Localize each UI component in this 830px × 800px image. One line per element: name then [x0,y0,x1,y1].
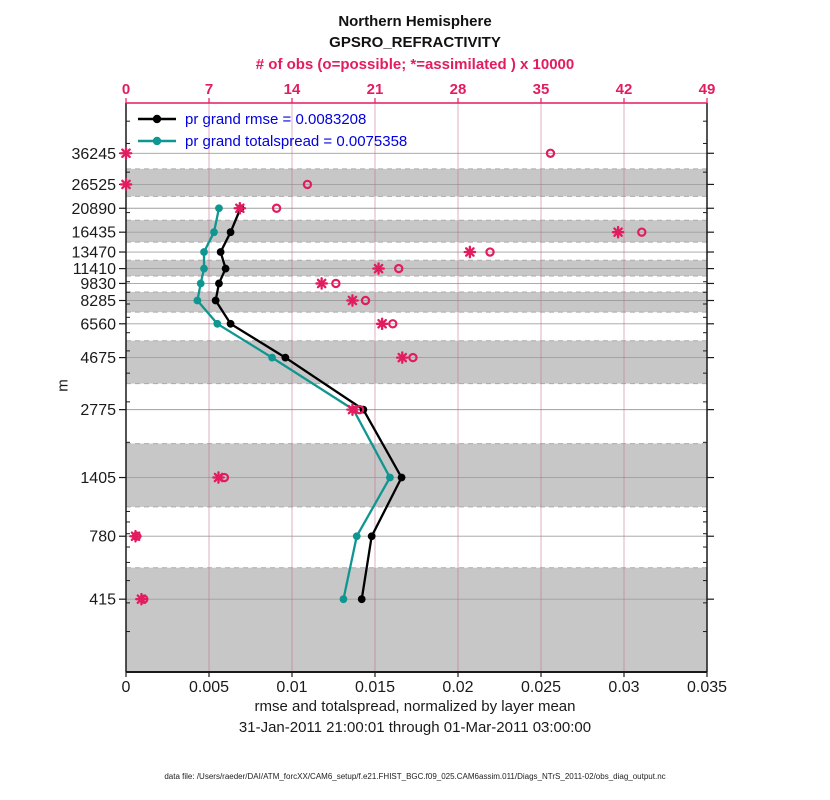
pr-grand-rmse-marker [227,320,235,328]
top-tick-label: 35 [532,81,550,98]
y-tick-label: 11410 [72,261,116,279]
y-tick-label: 4675 [80,350,116,368]
x-tick-label: 0.015 [354,679,396,696]
totalspread-line-swatch [136,135,178,147]
pr-grand-totalspread-marker [193,297,201,305]
pr-grand-rmse-marker [398,474,406,482]
y-tick-label: 6560 [80,316,116,334]
layer-band [126,341,707,384]
x-tick-label: 0.025 [520,679,562,696]
y-tick-label: 36245 [71,145,116,163]
y-tick-label: 780 [89,528,116,546]
pr-grand-totalspread-marker [268,354,276,362]
pr-grand-totalspread-marker [200,265,208,273]
pr-grand-totalspread-marker [215,204,223,212]
legend-item-totalspread [136,130,407,152]
top-axis-label: # of obs (o=possible; *=assimilated ) x 10000 [255,56,575,73]
top-tick-label: 49 [698,81,716,98]
top-tick-label: 0 [121,81,131,98]
data-file-path: data file: /Users/raeder/DAI/ATM_forcXX/CAM6_setup/f.e21.FHIST_BGC.f09_025.CAM6assim.011/Diags_NTrS_2011-02/obs_diag_output.nc [164,772,666,781]
y-tick-label: 20890 [71,200,116,218]
y-tick-label: 26525 [71,176,116,194]
top-tick-label: 7 [204,81,214,98]
x-tick-label: 0 [121,679,131,696]
legend [136,108,407,152]
pr-grand-totalspread-marker [197,280,205,288]
x-axis-label: rmse and totalspread, normalized by layer mean [254,698,576,715]
y-tick-label: 13470 [71,244,116,262]
layer-band [126,169,707,196]
pr-grand-rmse-marker [217,248,225,256]
top-tick-label: 21 [366,81,384,98]
x-tick-label: 0.03 [608,679,640,696]
legend-label-rmse: pr grand rmse = 0.0083208 [185,110,367,128]
y-tick-label: 415 [89,591,116,609]
y-tick-label: 2775 [80,402,116,420]
pr-grand-totalspread-marker [340,595,348,603]
x-tick-label: 0.005 [188,679,230,696]
x-tick-label: 0.035 [686,679,728,696]
top-tick-label: 42 [615,81,633,98]
legend-item-rmse [136,108,407,130]
x-tick-label: 0.02 [442,679,474,696]
pr-grand-totalspread-marker [386,474,394,482]
top-tick-label: 14 [283,81,301,98]
x-tick-label: 0.01 [276,679,308,696]
pr-grand-totalspread-marker [213,320,221,328]
x-axis-date-range: 31-Jan-2011 21:00:01 through 01-Mar-2011 03:00:00 [238,719,592,736]
pr-grand-rmse-marker [227,228,235,236]
pr-grand-rmse-marker [358,595,366,603]
legend-label-totalspread: pr grand totalspread = 0.0075358 [185,132,408,150]
pr-grand-totalspread-marker [210,228,218,236]
y-tick-label: 16435 [71,224,116,242]
rmse-line-swatch [136,113,178,125]
y-axis-label: m [54,379,72,392]
pr-grand-totalspread-marker [200,248,208,256]
layer-band [126,444,707,507]
y-tick-label: 9830 [80,275,116,293]
pr-grand-rmse-marker [215,280,223,288]
pr-grand-rmse-marker [222,265,230,273]
y-tick-label: 8285 [80,293,116,311]
pr-grand-rmse-marker [281,354,289,362]
top-tick-label: 28 [449,81,467,98]
pr-grand-rmse-marker [212,297,220,305]
y-tick-label: 1405 [80,470,116,488]
figure-subtitle: GPSRO_REFRACTIVITY [329,34,501,51]
figure-title: Northern Hemisphere [338,13,492,30]
pr-grand-rmse-marker [368,532,376,540]
layer-band [126,568,707,672]
pr-grand-totalspread-marker [353,532,361,540]
